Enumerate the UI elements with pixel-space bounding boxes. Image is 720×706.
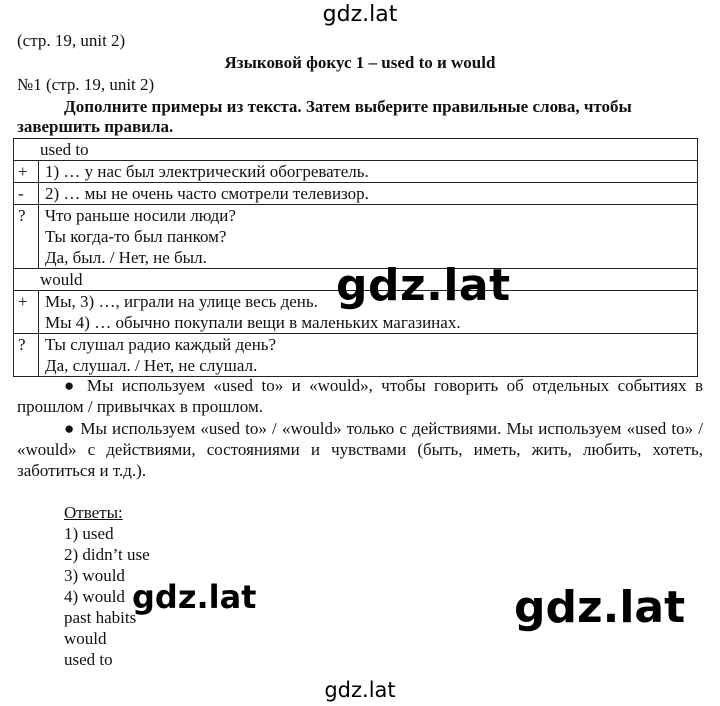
used-to-question [39, 205, 698, 269]
section-title: Языковой фокус 1 – used to и would [224, 53, 496, 72]
table-row [14, 334, 698, 377]
watermark-middle: gdz.lat [336, 260, 511, 311]
sign-minus: - [14, 183, 39, 205]
table-row [14, 139, 698, 161]
task-line-2: завершить правила. [17, 117, 174, 136]
answer-item: 1) used [64, 524, 114, 543]
exercise-number: №1 (стр. 19, unit 2) [17, 75, 155, 94]
sign-plus: + [14, 161, 39, 183]
answer-item: 4) would [64, 587, 125, 606]
example-line: Мы, 3) …, играли на улице весь день. [45, 292, 318, 311]
answers-heading: Ответы: [64, 503, 123, 522]
sign-question: ? [14, 205, 39, 269]
rule-2: ● Мы используем «used to» / «would» только с действиями. Мы используем «used to» / «would» с действиями, состояниями и чувствами (быть, иметь, жить, любить, хотеть, заботиться и т.д.). [17, 419, 703, 480]
answer-item: would [64, 629, 107, 648]
question-line: Ты когда-то был панком? [45, 227, 227, 246]
table-row [14, 205, 698, 269]
would-heading: would [14, 269, 698, 291]
used-to-positive: 1) … у нас был электрический обогреватель. [39, 161, 698, 183]
watermark-small: gdz.lat [132, 578, 257, 616]
answer-item: 3) would [64, 566, 125, 585]
example-line: Мы 4) … обычно покупали вещи в маленьких магазинах. [45, 313, 461, 332]
would-question [39, 334, 698, 377]
sign-question: ? [14, 334, 39, 377]
question-line: Ты слушал радио каждый день? [45, 335, 277, 354]
answer-item: 2) didn’t use [64, 545, 150, 564]
used-to-heading: used to [14, 139, 698, 161]
answer-item: past habits [64, 608, 137, 627]
sign-plus: + [14, 291, 39, 334]
table-row [14, 183, 698, 205]
answer-line: Да, был. / Нет, не был. [45, 248, 207, 267]
task-line-1: Дополните примеры из текста. Затем выберите правильные слова, чтобы [64, 97, 632, 116]
answer-item: used to [64, 650, 113, 669]
answer-line: Да, слушал. / Нет, не слушал. [45, 356, 258, 375]
watermark-top: gdz.lat [322, 2, 398, 27]
rule-1: ● Мы используем «used to» и «would», чтобы говорить об отдельных событиях в прошлом / привычках в прошлом. [17, 376, 703, 416]
page-ref: (стр. 19, unit 2) [17, 31, 126, 50]
watermark-bottom: gdz.lat [324, 678, 396, 702]
question-line: Что раньше носили люди? [45, 206, 236, 225]
watermark-large: gdz.lat [514, 582, 686, 633]
used-to-negative: 2) … мы не очень часто смотрели телевизор. [39, 183, 698, 205]
table-row [14, 161, 698, 183]
grammar-table [13, 138, 698, 377]
